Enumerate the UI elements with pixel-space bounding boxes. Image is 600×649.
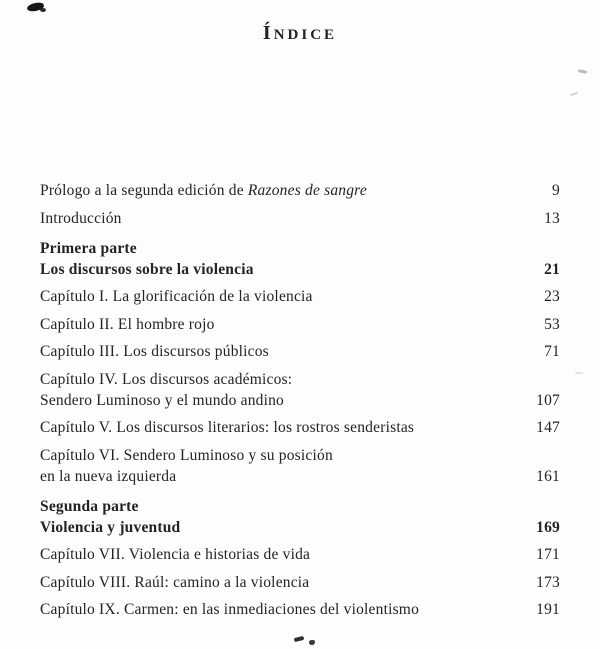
toc-line <box>40 390 560 411</box>
scan-artifact <box>578 69 587 74</box>
toc-entry-text-segment: Capítulo VIII. Raúl: camino a la violencia <box>40 573 310 591</box>
toc-entry-text-segment: Capítulo III. Los discursos públicos <box>40 343 269 360</box>
toc-entry-text-segment: Violencia y juventud <box>40 518 181 536</box>
toc-page-number: 71 <box>544 343 560 360</box>
toc-entry-text <box>40 544 530 565</box>
scan-artifact <box>575 372 583 374</box>
toc-line <box>40 369 560 390</box>
toc-entry-text-segment: Capítulo V. Los discursos literarios: los rostros senderistas <box>40 419 415 436</box>
toc-entry-text-segment: Capítulo IX. Carmen: en las inmediaciones del violentismo <box>40 601 420 618</box>
toc-page-number: 9 <box>552 182 560 199</box>
toc-entry-text-segment: Segunda parte <box>40 497 139 515</box>
toc-line <box>40 466 560 487</box>
toc-page-number: 21 <box>544 260 560 278</box>
toc-entry-text <box>40 445 560 466</box>
scan-artifact <box>40 8 46 12</box>
scan-artifact <box>294 636 305 642</box>
toc-list <box>40 180 560 627</box>
toc-entry <box>40 599 560 620</box>
toc-line <box>40 286 560 307</box>
toc-entry <box>40 180 560 201</box>
toc-line <box>40 238 560 259</box>
toc-entry-text <box>40 496 560 517</box>
toc-page-number: 161 <box>536 467 560 485</box>
toc-line <box>40 341 560 362</box>
toc-entry-text-segment: Introducción <box>40 209 122 227</box>
toc-line <box>40 417 560 438</box>
toc-entry-text-segment: Capítulo I. La glorificación de la violencia <box>40 288 313 305</box>
toc-line <box>40 259 560 280</box>
toc-entry <box>40 341 560 362</box>
toc-page-number: 107 <box>536 391 560 409</box>
toc-page-number: 13 <box>544 209 560 227</box>
toc-line <box>40 445 560 466</box>
toc-line <box>40 180 560 201</box>
toc-entry-text-segment: Los discursos sobre la violencia <box>40 260 254 278</box>
toc-page-number: 171 <box>536 546 560 563</box>
toc-page-number: 147 <box>536 419 560 436</box>
toc-entry <box>40 572 560 593</box>
toc-page-number: 23 <box>544 288 560 305</box>
page-title: ÍNDICE <box>262 22 338 44</box>
toc-part-entry <box>40 496 560 538</box>
toc-entry-text-segment: Capítulo VI. Sendero Luminoso y su posición <box>40 446 333 464</box>
toc-line <box>40 544 560 565</box>
toc-entry <box>40 417 560 438</box>
toc-entry-text <box>40 314 530 335</box>
toc-entry-text <box>40 390 530 411</box>
toc-line <box>40 599 560 620</box>
toc-line <box>40 208 560 229</box>
toc-page-number: 191 <box>536 601 560 618</box>
toc-entry-text <box>40 180 530 201</box>
toc-line <box>40 517 560 538</box>
toc-entry-text-segment: Sendero Luminoso y el mundo andino <box>40 391 285 409</box>
toc-entry <box>40 445 560 487</box>
toc-line <box>40 496 560 517</box>
toc-entry-text-segment: Capítulo IV. Los discursos académicos: <box>40 370 293 388</box>
scan-artifact <box>570 92 578 96</box>
toc-entry <box>40 286 560 307</box>
toc-entry <box>40 544 560 565</box>
scan-artifact <box>309 640 315 645</box>
toc-entry-text <box>40 208 530 229</box>
toc-entry-text-segment: Capítulo II. El hombre rojo <box>40 315 215 333</box>
toc-entry-text <box>40 417 530 438</box>
toc-entry-text <box>40 517 530 538</box>
toc-entry-text-segment: Capítulo VII. Violencia e historias de vida <box>40 546 311 563</box>
toc-entry-text <box>40 341 530 362</box>
toc-entry-text <box>40 259 530 280</box>
toc-entry-text-segment: en la nueva izquierda <box>40 467 177 485</box>
toc-entry-text-segment: Prólogo a la segunda edición de <box>40 182 248 199</box>
toc-page-number: 53 <box>544 315 560 333</box>
toc-entry <box>40 369 560 411</box>
toc-entry-text <box>40 599 530 620</box>
toc-entry-text <box>40 466 530 487</box>
toc-entry-text-italic: Razones de sangre <box>247 182 367 199</box>
toc-page-number: 169 <box>536 518 560 536</box>
toc-part-entry <box>40 238 560 280</box>
toc-entry <box>40 314 560 335</box>
toc-entry-text <box>40 238 560 259</box>
toc-entry-text <box>40 572 530 593</box>
toc-entry <box>40 208 560 229</box>
toc-line <box>40 572 560 593</box>
toc-entry-text <box>40 369 560 390</box>
toc-entry-text <box>40 286 530 307</box>
toc-entry-text-segment: Primera parte <box>40 239 137 257</box>
toc-line <box>40 314 560 335</box>
toc-page-number: 173 <box>536 573 560 591</box>
